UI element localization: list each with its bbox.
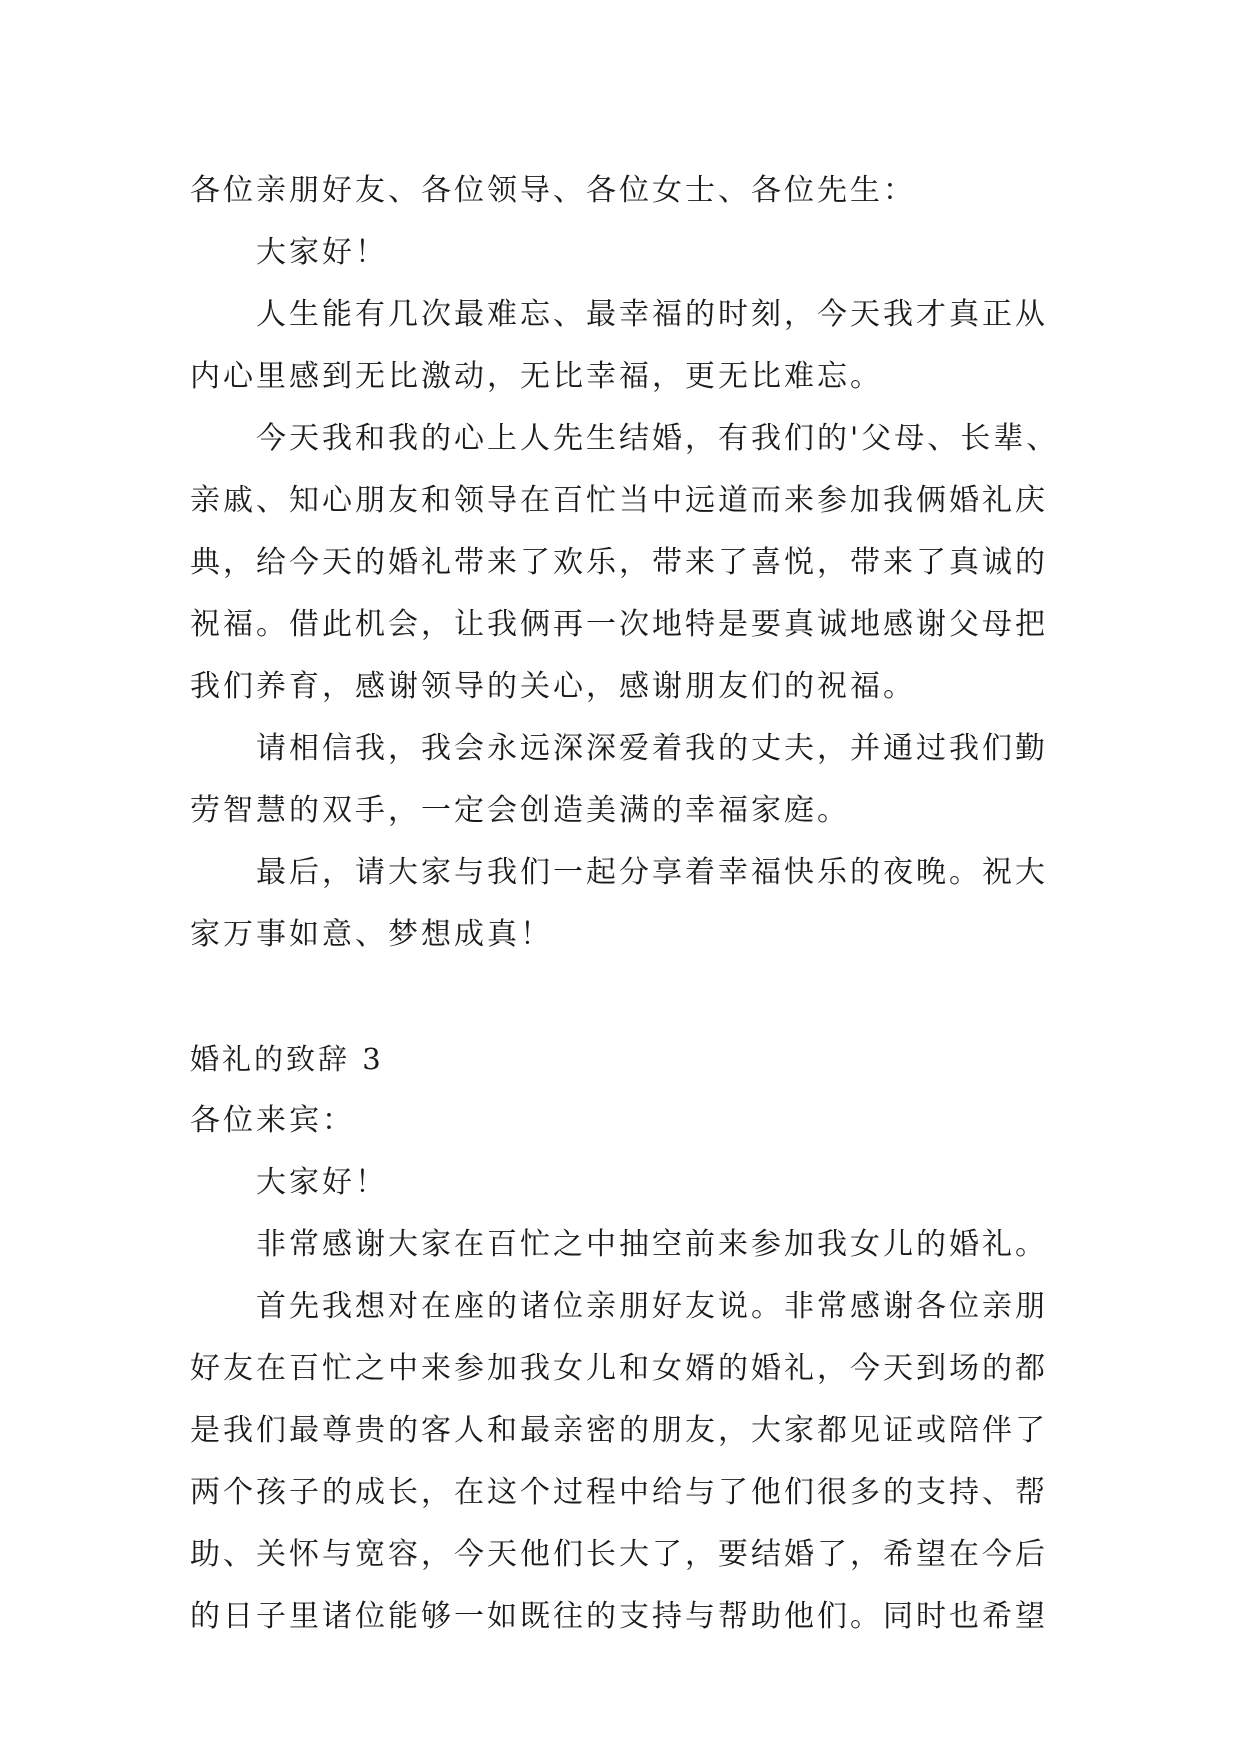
paragraph: 最后，请大家与我们一起分享着幸福快乐的夜晚。祝大家万事如意、梦想成真！ (190, 855, 1048, 952)
document-body (190, 160, 1070, 1648)
salutation: 各位来宾： (190, 1103, 355, 1138)
paragraph: 今天我和我的心上人先生结婚，有我们的'父母、长辈、亲戚、知心朋友和领导在百忙当中远道而来参加我俩婚礼庆典，给今天的婚礼带来了欢乐，带来了喜悦，带来了真诚的祝福。借此机会，让我俩再一次地特是要真诚地感谢父母把我们养育，感谢领导的关心，感谢朋友们的祝福。 (190, 421, 1060, 704)
salutation: 各位亲朋好友、各位领导、各位女士、各位先生： (190, 173, 916, 208)
greeting: 大家好！ (256, 1165, 388, 1200)
paragraph: 请相信我，我会永远深深爱着我的丈夫，并通过我们勤劳智慧的双手，一定会创造美满的幸福家庭。 (190, 731, 1048, 828)
paragraph: 非常感谢大家在百忙之中抽空前来参加我女儿的婚礼。 (256, 1227, 1048, 1262)
greeting: 大家好！ (256, 235, 388, 270)
section-title: 婚礼的致辞 3 (190, 1042, 384, 1076)
paragraph: 人生能有几次最难忘、最幸福的时刻，今天我才真正从内心里感到无比激动，无比幸福，更无比难忘。 (190, 297, 1048, 394)
paragraph: 首先我想对在座的诸位亲朋好友说。非常感谢各位亲朋好友在百忙之中来参加我女儿和女婿的婚礼，今天到场的都是我们最尊贵的客人和最亲密的朋友，大家都见证或陪伴了两个孩子的成长，在这个过程中给与了他们很多的支持、帮助、关怀与宽容，今天他们长大了，要结婚了，希望在今后的日子里诸位能够一如既往的支持与帮助他们。同时也希望 (190, 1289, 1048, 1634)
